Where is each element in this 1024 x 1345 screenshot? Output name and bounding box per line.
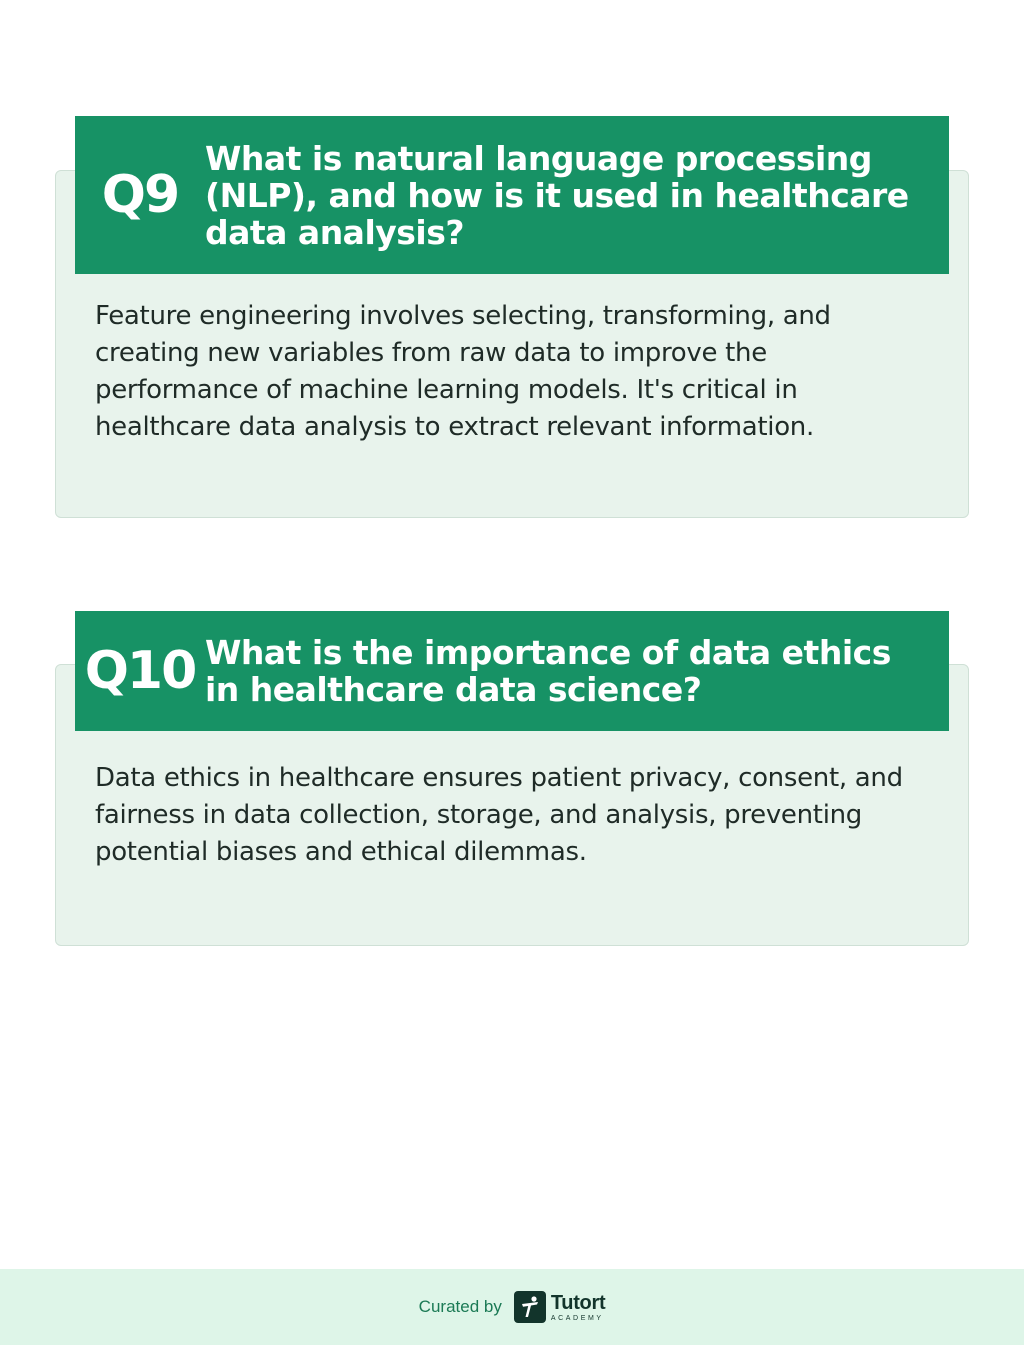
question-header-q9 — [75, 116, 949, 274]
question-number: Q10 — [84, 641, 196, 701]
answer-text: Data ethics in healthcare ensures patient privacy, consent, and fairness in data collection, storage, and analysis, preventing potential biases and ethical dilemmas. — [95, 763, 903, 867]
logo-name: Tutort — [550, 1291, 606, 1314]
tutort-logo-icon — [514, 1291, 546, 1323]
question-text: What is the importance of data ethics in healthcare data science? — [205, 633, 891, 709]
answer-text: Feature engineering involves selecting, transforming, and creating new variables from raw data to improve the performance of machine learning models. It's critical in healthcare data analysis to extract relevant information. — [95, 301, 831, 442]
question-number: Q9 — [101, 165, 179, 225]
question-header-q10 — [75, 611, 949, 731]
question-text: What is natural language processing (NLP), and how is it used in healthcare data analysis? — [205, 138, 909, 252]
logo-subtitle: ACADEMY — [550, 1314, 604, 1322]
footer — [0, 1269, 1024, 1345]
tutort-logo-text — [551, 1293, 605, 1322]
curated-by-label: Curated by — [418, 1297, 502, 1316]
